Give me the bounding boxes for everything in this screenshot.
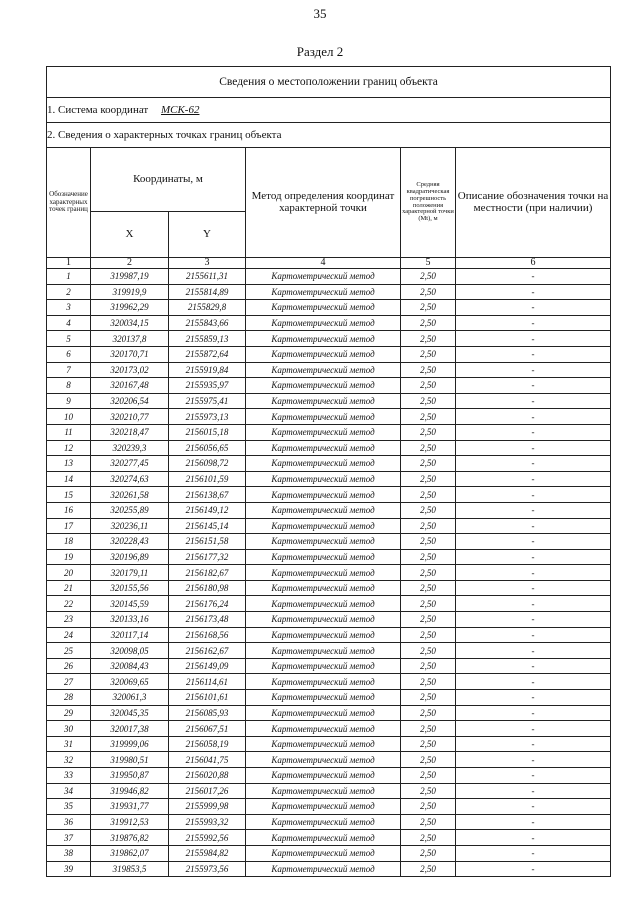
table-row — [47, 487, 611, 503]
column-number-row — [47, 258, 611, 269]
point-number-cell: 35 — [47, 799, 91, 815]
x-coord-cell: 320017,38 — [91, 721, 169, 737]
coord-system-row — [47, 98, 611, 123]
y-coord-cell: 2155992,56 — [169, 830, 246, 846]
x-coord-cell: 320255,89 — [91, 502, 169, 518]
error-cell: 2,50 — [401, 612, 456, 628]
description-cell: - — [456, 409, 611, 425]
error-cell: 2,50 — [401, 845, 456, 861]
error-cell: 2,50 — [401, 674, 456, 690]
y-coord-cell: 2155919,84 — [169, 362, 246, 378]
table-row — [47, 736, 611, 752]
y-coord-cell: 2156101,59 — [169, 471, 246, 487]
point-number-cell: 2 — [47, 284, 91, 300]
point-number-cell: 11 — [47, 424, 91, 440]
table-row — [47, 549, 611, 565]
table-row — [47, 799, 611, 815]
description-cell: - — [456, 690, 611, 706]
point-number-cell: 8 — [47, 378, 91, 394]
point-number-cell: 33 — [47, 768, 91, 784]
x-coord-cell: 320069,65 — [91, 674, 169, 690]
error-cell: 2,50 — [401, 502, 456, 518]
table-row — [47, 534, 611, 550]
table-row — [47, 362, 611, 378]
description-cell: - — [456, 612, 611, 628]
y-coord-cell: 2155872,64 — [169, 346, 246, 362]
point-number-cell: 10 — [47, 409, 91, 425]
description-cell: - — [456, 549, 611, 565]
error-cell: 2,50 — [401, 736, 456, 752]
y-coord-cell: 2156180,98 — [169, 580, 246, 596]
description-cell: - — [456, 393, 611, 409]
x-coord-cell: 320261,58 — [91, 487, 169, 503]
method-cell: Картометрический метод — [246, 549, 401, 565]
point-number-cell: 28 — [47, 690, 91, 706]
description-cell: - — [456, 440, 611, 456]
method-cell: Картометрический метод — [246, 658, 401, 674]
table-row — [47, 424, 611, 440]
header-method: Метод определения координат характерной точки — [246, 148, 401, 258]
point-number-cell: 1 — [47, 269, 91, 285]
table-row — [47, 752, 611, 768]
point-number-cell: 4 — [47, 315, 91, 331]
method-cell: Картометрический метод — [246, 346, 401, 362]
description-cell: - — [456, 768, 611, 784]
error-cell: 2,50 — [401, 565, 456, 581]
error-cell: 2,50 — [401, 814, 456, 830]
table-row — [47, 643, 611, 659]
x-coord-cell: 320206,54 — [91, 393, 169, 409]
point-number-cell: 14 — [47, 471, 91, 487]
x-coord-cell: 319862,07 — [91, 845, 169, 861]
method-cell: Картометрический метод — [246, 627, 401, 643]
description-cell: - — [456, 783, 611, 799]
y-coord-cell: 2155859,13 — [169, 331, 246, 347]
point-number-cell: 30 — [47, 721, 91, 737]
method-cell: Картометрический метод — [246, 705, 401, 721]
point-number-cell: 9 — [47, 393, 91, 409]
point-number-cell: 17 — [47, 518, 91, 534]
x-coord-cell: 320210,77 — [91, 409, 169, 425]
description-cell: - — [456, 487, 611, 503]
header-x: X — [91, 212, 169, 258]
method-cell: Картометрический метод — [246, 799, 401, 815]
table-row — [47, 768, 611, 784]
method-cell: Картометрический метод — [246, 814, 401, 830]
x-coord-cell: 319980,51 — [91, 752, 169, 768]
y-coord-cell: 2156138,67 — [169, 487, 246, 503]
y-coord-cell: 2156058,19 — [169, 736, 246, 752]
x-coord-cell: 319853,5 — [91, 861, 169, 877]
description-cell: - — [456, 424, 611, 440]
method-cell: Картометрический метод — [246, 424, 401, 440]
table-row — [47, 518, 611, 534]
x-coord-cell: 320228,43 — [91, 534, 169, 550]
point-number-cell: 13 — [47, 456, 91, 472]
method-cell: Картометрический метод — [246, 378, 401, 394]
x-coord-cell: 320173,02 — [91, 362, 169, 378]
error-cell: 2,50 — [401, 721, 456, 737]
method-cell: Картометрический метод — [246, 502, 401, 518]
table-row — [47, 627, 611, 643]
x-coord-cell: 319950,87 — [91, 768, 169, 784]
table-row — [47, 331, 611, 347]
description-cell: - — [456, 799, 611, 815]
method-cell: Картометрический метод — [246, 284, 401, 300]
y-coord-cell: 2155611,31 — [169, 269, 246, 285]
description-cell: - — [456, 346, 611, 362]
x-coord-cell: 319946,82 — [91, 783, 169, 799]
description-cell: - — [456, 456, 611, 472]
method-cell: Картометрический метод — [246, 690, 401, 706]
coord-system-label: 1. Система координат — [47, 104, 149, 116]
y-coord-cell: 2156176,24 — [169, 596, 246, 612]
table-row — [47, 814, 611, 830]
x-coord-cell: 320145,59 — [91, 596, 169, 612]
header-point-designation: Обозначение характерных точек границ — [47, 148, 91, 258]
x-coord-cell: 320061,3 — [91, 690, 169, 706]
error-cell: 2,50 — [401, 331, 456, 347]
x-coord-cell: 320084,43 — [91, 658, 169, 674]
table-row — [47, 565, 611, 581]
error-cell: 2,50 — [401, 409, 456, 425]
column-number: 5 — [401, 258, 456, 269]
method-cell: Картометрический метод — [246, 534, 401, 550]
point-number-cell: 31 — [47, 736, 91, 752]
header-y: Y — [169, 212, 246, 258]
x-coord-cell: 320117,14 — [91, 627, 169, 643]
error-cell: 2,50 — [401, 799, 456, 815]
y-coord-cell: 2156017,26 — [169, 783, 246, 799]
column-number: 6 — [456, 258, 611, 269]
description-cell: - — [456, 269, 611, 285]
error-cell: 2,50 — [401, 487, 456, 503]
x-coord-cell: 320098,05 — [91, 643, 169, 659]
table-row — [47, 612, 611, 628]
y-coord-cell: 2155984,82 — [169, 845, 246, 861]
method-cell: Картометрический метод — [246, 643, 401, 659]
point-number-cell: 5 — [47, 331, 91, 347]
table-row — [47, 440, 611, 456]
method-cell: Картометрический метод — [246, 518, 401, 534]
x-coord-cell: 319999,06 — [91, 736, 169, 752]
table-row — [47, 783, 611, 799]
column-number: 1 — [47, 258, 91, 269]
x-coord-cell: 320167,48 — [91, 378, 169, 394]
x-coord-cell: 319912,53 — [91, 814, 169, 830]
description-cell: - — [456, 830, 611, 846]
x-coord-cell: 320137,8 — [91, 331, 169, 347]
x-coord-cell: 320196,89 — [91, 549, 169, 565]
method-cell: Картометрический метод — [246, 565, 401, 581]
y-coord-cell: 2156149,09 — [169, 658, 246, 674]
x-coord-cell: 320274,63 — [91, 471, 169, 487]
table-row — [47, 409, 611, 425]
y-coord-cell: 2156182,67 — [169, 565, 246, 581]
method-cell: Картометрический метод — [246, 269, 401, 285]
description-cell: - — [456, 471, 611, 487]
table-row — [47, 580, 611, 596]
point-number-cell: 19 — [47, 549, 91, 565]
table-row — [47, 690, 611, 706]
y-coord-cell: 2155973,56 — [169, 861, 246, 877]
method-cell: Картометрический метод — [246, 580, 401, 596]
point-number-cell: 24 — [47, 627, 91, 643]
x-coord-cell: 320277,45 — [91, 456, 169, 472]
description-cell: - — [456, 721, 611, 737]
error-cell: 2,50 — [401, 752, 456, 768]
table-row — [47, 705, 611, 721]
method-cell: Картометрический метод — [246, 331, 401, 347]
error-cell: 2,50 — [401, 830, 456, 846]
error-cell: 2,50 — [401, 456, 456, 472]
section-title: Раздел 2 — [296, 44, 344, 59]
method-cell: Картометрический метод — [246, 845, 401, 861]
method-cell: Картометрический метод — [246, 861, 401, 877]
y-coord-cell: 2156020,88 — [169, 768, 246, 784]
description-cell: - — [456, 752, 611, 768]
method-cell: Картометрический метод — [246, 736, 401, 752]
point-number-cell: 12 — [47, 440, 91, 456]
description-cell: - — [456, 705, 611, 721]
table-row — [47, 674, 611, 690]
point-number-cell: 36 — [47, 814, 91, 830]
y-coord-cell: 2156041,75 — [169, 752, 246, 768]
description-cell: - — [456, 845, 611, 861]
y-coord-cell: 2155975,41 — [169, 393, 246, 409]
x-coord-cell: 319962,29 — [91, 300, 169, 316]
point-number-cell: 34 — [47, 783, 91, 799]
method-cell: Картометрический метод — [246, 674, 401, 690]
y-coord-cell: 2156067,51 — [169, 721, 246, 737]
column-number: 4 — [246, 258, 401, 269]
point-number-cell: 21 — [47, 580, 91, 596]
description-cell: - — [456, 627, 611, 643]
x-coord-cell: 320034,15 — [91, 315, 169, 331]
description-cell: - — [456, 580, 611, 596]
x-coord-cell: 320170,71 — [91, 346, 169, 362]
table-row — [47, 346, 611, 362]
point-number-cell: 27 — [47, 674, 91, 690]
point-number-cell: 29 — [47, 705, 91, 721]
error-cell: 2,50 — [401, 378, 456, 394]
method-cell: Картометрический метод — [246, 362, 401, 378]
error-cell: 2,50 — [401, 643, 456, 659]
x-coord-cell: 319919,9 — [91, 284, 169, 300]
y-coord-cell: 2156149,12 — [169, 502, 246, 518]
x-coord-cell: 319987,19 — [91, 269, 169, 285]
y-coord-cell: 2156114,61 — [169, 674, 246, 690]
method-cell: Картометрический метод — [246, 393, 401, 409]
description-cell: - — [456, 643, 611, 659]
error-cell: 2,50 — [401, 768, 456, 784]
x-coord-cell: 320155,56 — [91, 580, 169, 596]
y-coord-cell: 2155814,89 — [169, 284, 246, 300]
table-row — [47, 284, 611, 300]
y-coord-cell: 2156056,65 — [169, 440, 246, 456]
boundary-points-table — [46, 66, 611, 877]
table-row — [47, 315, 611, 331]
x-coord-cell: 320179,11 — [91, 565, 169, 581]
point-number-cell: 6 — [47, 346, 91, 362]
page-number: 35 — [313, 6, 327, 21]
error-cell: 2,50 — [401, 596, 456, 612]
table-row — [47, 861, 611, 877]
header-description: Описание обозначения точки на местности (при наличии) — [456, 148, 611, 258]
description-cell: - — [456, 736, 611, 752]
point-number-cell: 22 — [47, 596, 91, 612]
table-row — [47, 502, 611, 518]
table-row — [47, 471, 611, 487]
y-coord-cell: 2155843,66 — [169, 315, 246, 331]
description-cell: - — [456, 596, 611, 612]
header-coords: Координаты, м — [91, 148, 246, 212]
description-cell: - — [456, 502, 611, 518]
table-row — [47, 378, 611, 394]
error-cell: 2,50 — [401, 690, 456, 706]
x-coord-cell: 320239,3 — [91, 440, 169, 456]
x-coord-cell: 319931,77 — [91, 799, 169, 815]
y-coord-cell: 2155999,98 — [169, 799, 246, 815]
error-cell: 2,50 — [401, 861, 456, 877]
description-cell: - — [456, 315, 611, 331]
point-number-cell: 39 — [47, 861, 91, 877]
point-number-cell: 25 — [47, 643, 91, 659]
table-row — [47, 721, 611, 737]
error-cell: 2,50 — [401, 346, 456, 362]
method-cell: Картометрический метод — [246, 783, 401, 799]
x-coord-cell: 320236,11 — [91, 518, 169, 534]
error-cell: 2,50 — [401, 269, 456, 285]
y-coord-cell: 2155973,13 — [169, 409, 246, 425]
method-cell: Картометрический метод — [246, 471, 401, 487]
description-cell: - — [456, 534, 611, 550]
method-cell: Картометрический метод — [246, 612, 401, 628]
method-cell: Картометрический метод — [246, 768, 401, 784]
point-number-cell: 20 — [47, 565, 91, 581]
point-number-cell: 7 — [47, 362, 91, 378]
y-coord-cell: 2156173,48 — [169, 612, 246, 628]
table-row — [47, 845, 611, 861]
error-cell: 2,50 — [401, 627, 456, 643]
method-cell: Картометрический метод — [246, 456, 401, 472]
description-cell: - — [456, 362, 611, 378]
error-cell: 2,50 — [401, 362, 456, 378]
table-row — [47, 456, 611, 472]
error-cell: 2,50 — [401, 705, 456, 721]
table-row — [47, 658, 611, 674]
table-row — [47, 393, 611, 409]
method-cell: Картометрический метод — [246, 487, 401, 503]
description-cell: - — [456, 331, 611, 347]
y-coord-cell: 2156101,61 — [169, 690, 246, 706]
header-mean-sq-error: Средняя квадратическая погрешность положения характерной точки (Mt), м — [401, 148, 456, 258]
description-cell: - — [456, 565, 611, 581]
y-coord-cell: 2156085,93 — [169, 705, 246, 721]
error-cell: 2,50 — [401, 549, 456, 565]
method-cell: Картометрический метод — [246, 409, 401, 425]
error-cell: 2,50 — [401, 440, 456, 456]
method-cell: Картометрический метод — [246, 721, 401, 737]
y-coord-cell: 2156162,67 — [169, 643, 246, 659]
error-cell: 2,50 — [401, 393, 456, 409]
error-cell: 2,50 — [401, 658, 456, 674]
x-coord-cell: 320218,47 — [91, 424, 169, 440]
point-number-cell: 26 — [47, 658, 91, 674]
points-section-label: 2. Сведения о характерных точках границ объекта — [47, 123, 611, 148]
error-cell: 2,50 — [401, 300, 456, 316]
column-number: 2 — [91, 258, 169, 269]
x-coord-cell: 320133,16 — [91, 612, 169, 628]
description-cell: - — [456, 378, 611, 394]
description-cell: - — [456, 284, 611, 300]
error-cell: 2,50 — [401, 518, 456, 534]
table-title: Сведения о местоположении границ объекта — [47, 67, 611, 98]
method-cell: Картометрический метод — [246, 752, 401, 768]
point-number-cell: 15 — [47, 487, 91, 503]
y-coord-cell: 2156015,18 — [169, 424, 246, 440]
method-cell: Картометрический метод — [246, 830, 401, 846]
point-number-cell: 37 — [47, 830, 91, 846]
coord-system-value: МСК-62 — [160, 104, 200, 116]
x-coord-cell: 320045,35 — [91, 705, 169, 721]
y-coord-cell: 2155829,8 — [169, 300, 246, 316]
table-row — [47, 269, 611, 285]
error-cell: 2,50 — [401, 471, 456, 487]
description-cell: - — [456, 674, 611, 690]
point-number-cell: 16 — [47, 502, 91, 518]
y-coord-cell: 2156145,14 — [169, 518, 246, 534]
y-coord-cell: 2156168,56 — [169, 627, 246, 643]
method-cell: Картометрический метод — [246, 300, 401, 316]
description-cell: - — [456, 814, 611, 830]
point-number-cell: 38 — [47, 845, 91, 861]
y-coord-cell: 2155935,97 — [169, 378, 246, 394]
table-row — [47, 596, 611, 612]
error-cell: 2,50 — [401, 580, 456, 596]
column-number: 3 — [169, 258, 246, 269]
error-cell: 2,50 — [401, 424, 456, 440]
method-cell: Картометрический метод — [246, 315, 401, 331]
y-coord-cell: 2156151,58 — [169, 534, 246, 550]
method-cell: Картометрический метод — [246, 440, 401, 456]
table-row — [47, 300, 611, 316]
y-coord-cell: 2156098,72 — [169, 456, 246, 472]
description-cell: - — [456, 658, 611, 674]
point-number-cell: 3 — [47, 300, 91, 316]
error-cell: 2,50 — [401, 534, 456, 550]
y-coord-cell: 2156177,32 — [169, 549, 246, 565]
table-row — [47, 830, 611, 846]
point-number-cell: 23 — [47, 612, 91, 628]
description-cell: - — [456, 518, 611, 534]
error-cell: 2,50 — [401, 783, 456, 799]
x-coord-cell: 319876,82 — [91, 830, 169, 846]
y-coord-cell: 2155993,32 — [169, 814, 246, 830]
point-number-cell: 32 — [47, 752, 91, 768]
description-cell: - — [456, 861, 611, 877]
point-number-cell: 18 — [47, 534, 91, 550]
error-cell: 2,50 — [401, 284, 456, 300]
error-cell: 2,50 — [401, 315, 456, 331]
description-cell: - — [456, 300, 611, 316]
method-cell: Картометрический метод — [246, 596, 401, 612]
